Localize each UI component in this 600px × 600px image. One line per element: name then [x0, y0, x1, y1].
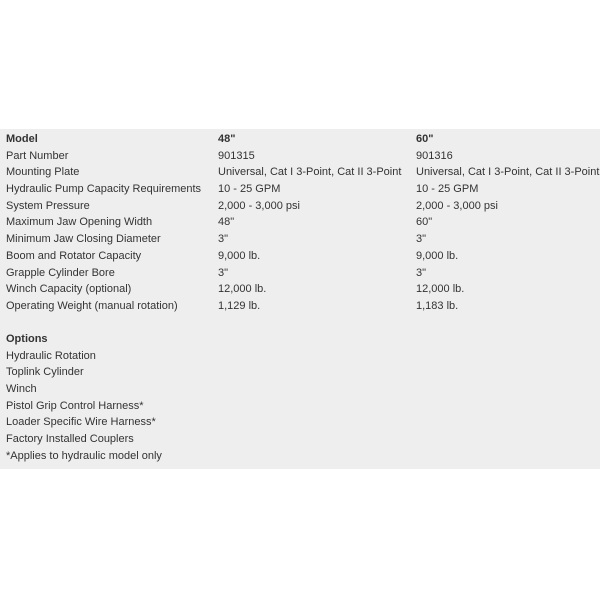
row-value-60: 3" [416, 233, 427, 246]
header-col-48: 48" [218, 133, 236, 145]
row-value-48: Universal, Cat I 3-Point, Cat II 3-Point [218, 166, 402, 179]
row-value-48: 901315 [218, 149, 255, 162]
table-row [0, 231, 600, 248]
row-value-60: 3" [416, 266, 427, 279]
row-label: Mounting Plate [6, 166, 80, 179]
table-row [0, 248, 600, 265]
row-value-48: 2,000 - 3,000 psi [218, 199, 300, 212]
row-label: Hydraulic Pump Capacity Requirements [6, 183, 202, 196]
list-item: Winch [6, 383, 37, 396]
row-value-60: 9,000 lb. [416, 249, 459, 262]
spec-header-row [0, 131, 600, 148]
row-label: Operating Weight (manual rotation) [6, 299, 178, 312]
row-value-60: 901316 [416, 149, 453, 162]
header-col-60: 60" [416, 133, 434, 145]
row-value-48: 3" [218, 266, 229, 279]
row-value-60: 1,183 lb. [416, 299, 459, 312]
row-label: System Pressure [6, 199, 90, 212]
row-value-48: 9,000 lb. [218, 249, 261, 262]
row-value-60: 10 - 25 GPM [416, 183, 479, 196]
table-row [0, 148, 600, 165]
row-label: Grapple Cylinder Bore [6, 266, 115, 279]
options-title: Options [6, 333, 48, 345]
row-value-60: Universal, Cat I 3-Point, Cat II 3-Point [416, 166, 600, 179]
row-value-60: 2,000 - 3,000 psi [416, 199, 498, 212]
list-item: Pistol Grip Control Harness* [6, 399, 144, 412]
header-label: Model [6, 133, 38, 145]
list-item: Hydraulic Rotation [6, 349, 96, 362]
table-row [0, 265, 600, 282]
row-label: Winch Capacity (optional) [6, 283, 132, 296]
row-value-60: 12,000 lb. [416, 283, 465, 296]
table-row [0, 281, 600, 298]
options-list [6, 331, 162, 465]
table-row [0, 164, 600, 181]
table-row [0, 198, 600, 215]
table-row [0, 181, 600, 198]
row-value-60: 60" [416, 216, 433, 229]
table-row [0, 214, 600, 231]
row-value-48: 10 - 25 GPM [218, 183, 281, 196]
row-value-48: 48" [218, 216, 235, 229]
list-item: Loader Specific Wire Harness* [6, 416, 156, 429]
row-value-48: 1,129 lb. [218, 299, 261, 312]
list-item: Toplink Cylinder [6, 366, 84, 379]
row-value-48: 3" [218, 233, 229, 246]
table-row [0, 298, 600, 315]
list-item: Factory Installed Couplers [6, 433, 134, 446]
row-label: Maximum Jaw Opening Width [6, 216, 153, 229]
spec-table [0, 131, 600, 315]
row-label: Boom and Rotator Capacity [6, 249, 142, 262]
footnote: *Applies to hydraulic model only [6, 449, 162, 462]
row-label: Minimum Jaw Closing Diameter [6, 233, 161, 246]
row-label: Part Number [6, 149, 69, 162]
row-value-48: 12,000 lb. [218, 283, 267, 296]
spec-panel [0, 129, 600, 469]
